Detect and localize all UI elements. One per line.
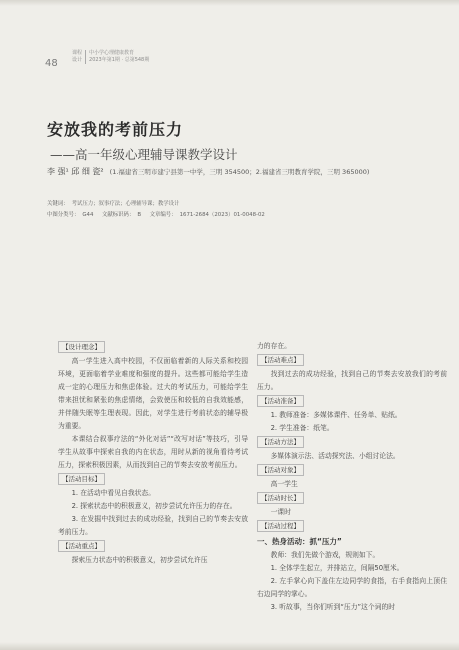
- keywords-label: 关键词：: [47, 201, 69, 207]
- article-meta: [47, 199, 265, 221]
- author-affiliation: (1.福建省三明市建宁县第一中学，三明 354500；2.福建省三明教育学院，三明 365000): [109, 168, 370, 176]
- article-number-label: 文章编号：: [149, 212, 177, 218]
- journal-name: 中小学心理健康教育: [89, 50, 135, 56]
- section-heading: 【活动对象】: [257, 464, 304, 476]
- section-heading: 【活动重点】: [58, 540, 105, 552]
- list-item: 2. 学生准备：纸笔。: [270, 424, 334, 432]
- section-heading: 【活动目标】: [58, 473, 105, 485]
- section-heading: 【活动过程】: [257, 520, 304, 532]
- right-column: [257, 340, 447, 614]
- section-heading: 【活动方法】: [257, 436, 304, 448]
- paragraph: 找到过去的成功经验，找到自己的节奏去安放我们的考前压力。: [257, 370, 447, 391]
- paragraph: 一课时: [270, 508, 291, 516]
- doc-code-value: B: [137, 212, 142, 218]
- paragraph: 高一学生: [270, 480, 298, 488]
- list-item: 1. 教师准备：多媒体课件、任务单、贴纸。: [270, 411, 402, 419]
- header-divider: [85, 50, 86, 64]
- clc-label: 中图分类号：: [47, 212, 80, 218]
- list-item: 2. 探索状态中的积极意义，初步尝试允许压力的存在。: [71, 502, 237, 510]
- section-heading: 【活动难点】: [257, 354, 304, 366]
- list-item: 1. 全体学生起立，并排站立，间隔50厘米。: [270, 564, 404, 572]
- list-item: 1. 在活动中看见自我状态。: [71, 489, 156, 497]
- paragraph: 本课结合叙事疗法的“外化对话”“改写对话”等技巧，引导学生从故事中探索自我的内在状态，用时从新的视角看待考试压力，探索积极因素，从而找到自己的节奏去安放考前压力。: [58, 435, 248, 469]
- paragraph: 教师：我们先做个游戏，规则如下。: [270, 551, 380, 559]
- scan-edge-top: [0, 0, 459, 6]
- list-item: 3. 在发掘中找到过去的成功经验，找到自己的节奏去安放考前压力。: [58, 515, 248, 536]
- author-block: [47, 165, 417, 179]
- section-heading: 【活动时长】: [257, 492, 304, 504]
- paragraph: 探索压力状态中的积极意义，初步尝试允许压: [71, 556, 208, 564]
- list-item: 3. 听故事，当你们听到“压力”这个词的时: [270, 603, 396, 611]
- subsection-heading: 一、热身活动：抓“压力”: [257, 537, 342, 546]
- journal-issue: 2023年第1期 · 总第548期: [89, 57, 150, 63]
- page-number: 48: [45, 58, 58, 69]
- header-label-top: 课程: [72, 50, 83, 56]
- list-item: 2. 左手掌心向下盖住左边同学的食指，右手食指向上顶住右边同学的掌心。: [257, 577, 447, 598]
- journal-header: [72, 50, 149, 64]
- doc-code-label: 文献标识码：: [101, 212, 135, 218]
- clc-value: G44: [82, 212, 94, 218]
- classification-line: [47, 210, 265, 221]
- article-subtitle: ——高一年级心理辅导课教学设计: [50, 147, 238, 162]
- section-heading: 【活动准备】: [257, 395, 304, 407]
- keywords: 考试压力；叙事疗法；心理辅导课；教学设计: [71, 201, 180, 207]
- keywords-line: [47, 199, 265, 210]
- article-number-value: 1671-2684（2023）01-0048-02: [179, 212, 265, 218]
- paragraph: 高一学生进入高中校园，不仅面临着新的人际关系和校园环境，更面临着学业难度和强度的提升。这些都可能给学生造成一定的心理压力和焦虑体验。过大的考试压力，可能给学生带来担忧和紧张的焦虑情绪，会致使压和较低的自我效能感，并伴随失眠等生理表现。因此，对学生进行考前状态的辅导极为重要。: [58, 357, 248, 430]
- header-label-bottom: 设计: [72, 57, 83, 63]
- author-names: 李 强¹ 邱 细 瓷²: [47, 167, 104, 176]
- paragraph-continuation: 力的存在。: [257, 342, 291, 350]
- left-column: [58, 340, 248, 567]
- scan-edge-bottom: [0, 642, 459, 650]
- article-title: 安放我的考前压力: [47, 120, 184, 139]
- section-heading: 【设计理念】: [58, 341, 105, 353]
- paragraph: 多媒体演示法、活动探究法、小组讨论法。: [270, 452, 400, 460]
